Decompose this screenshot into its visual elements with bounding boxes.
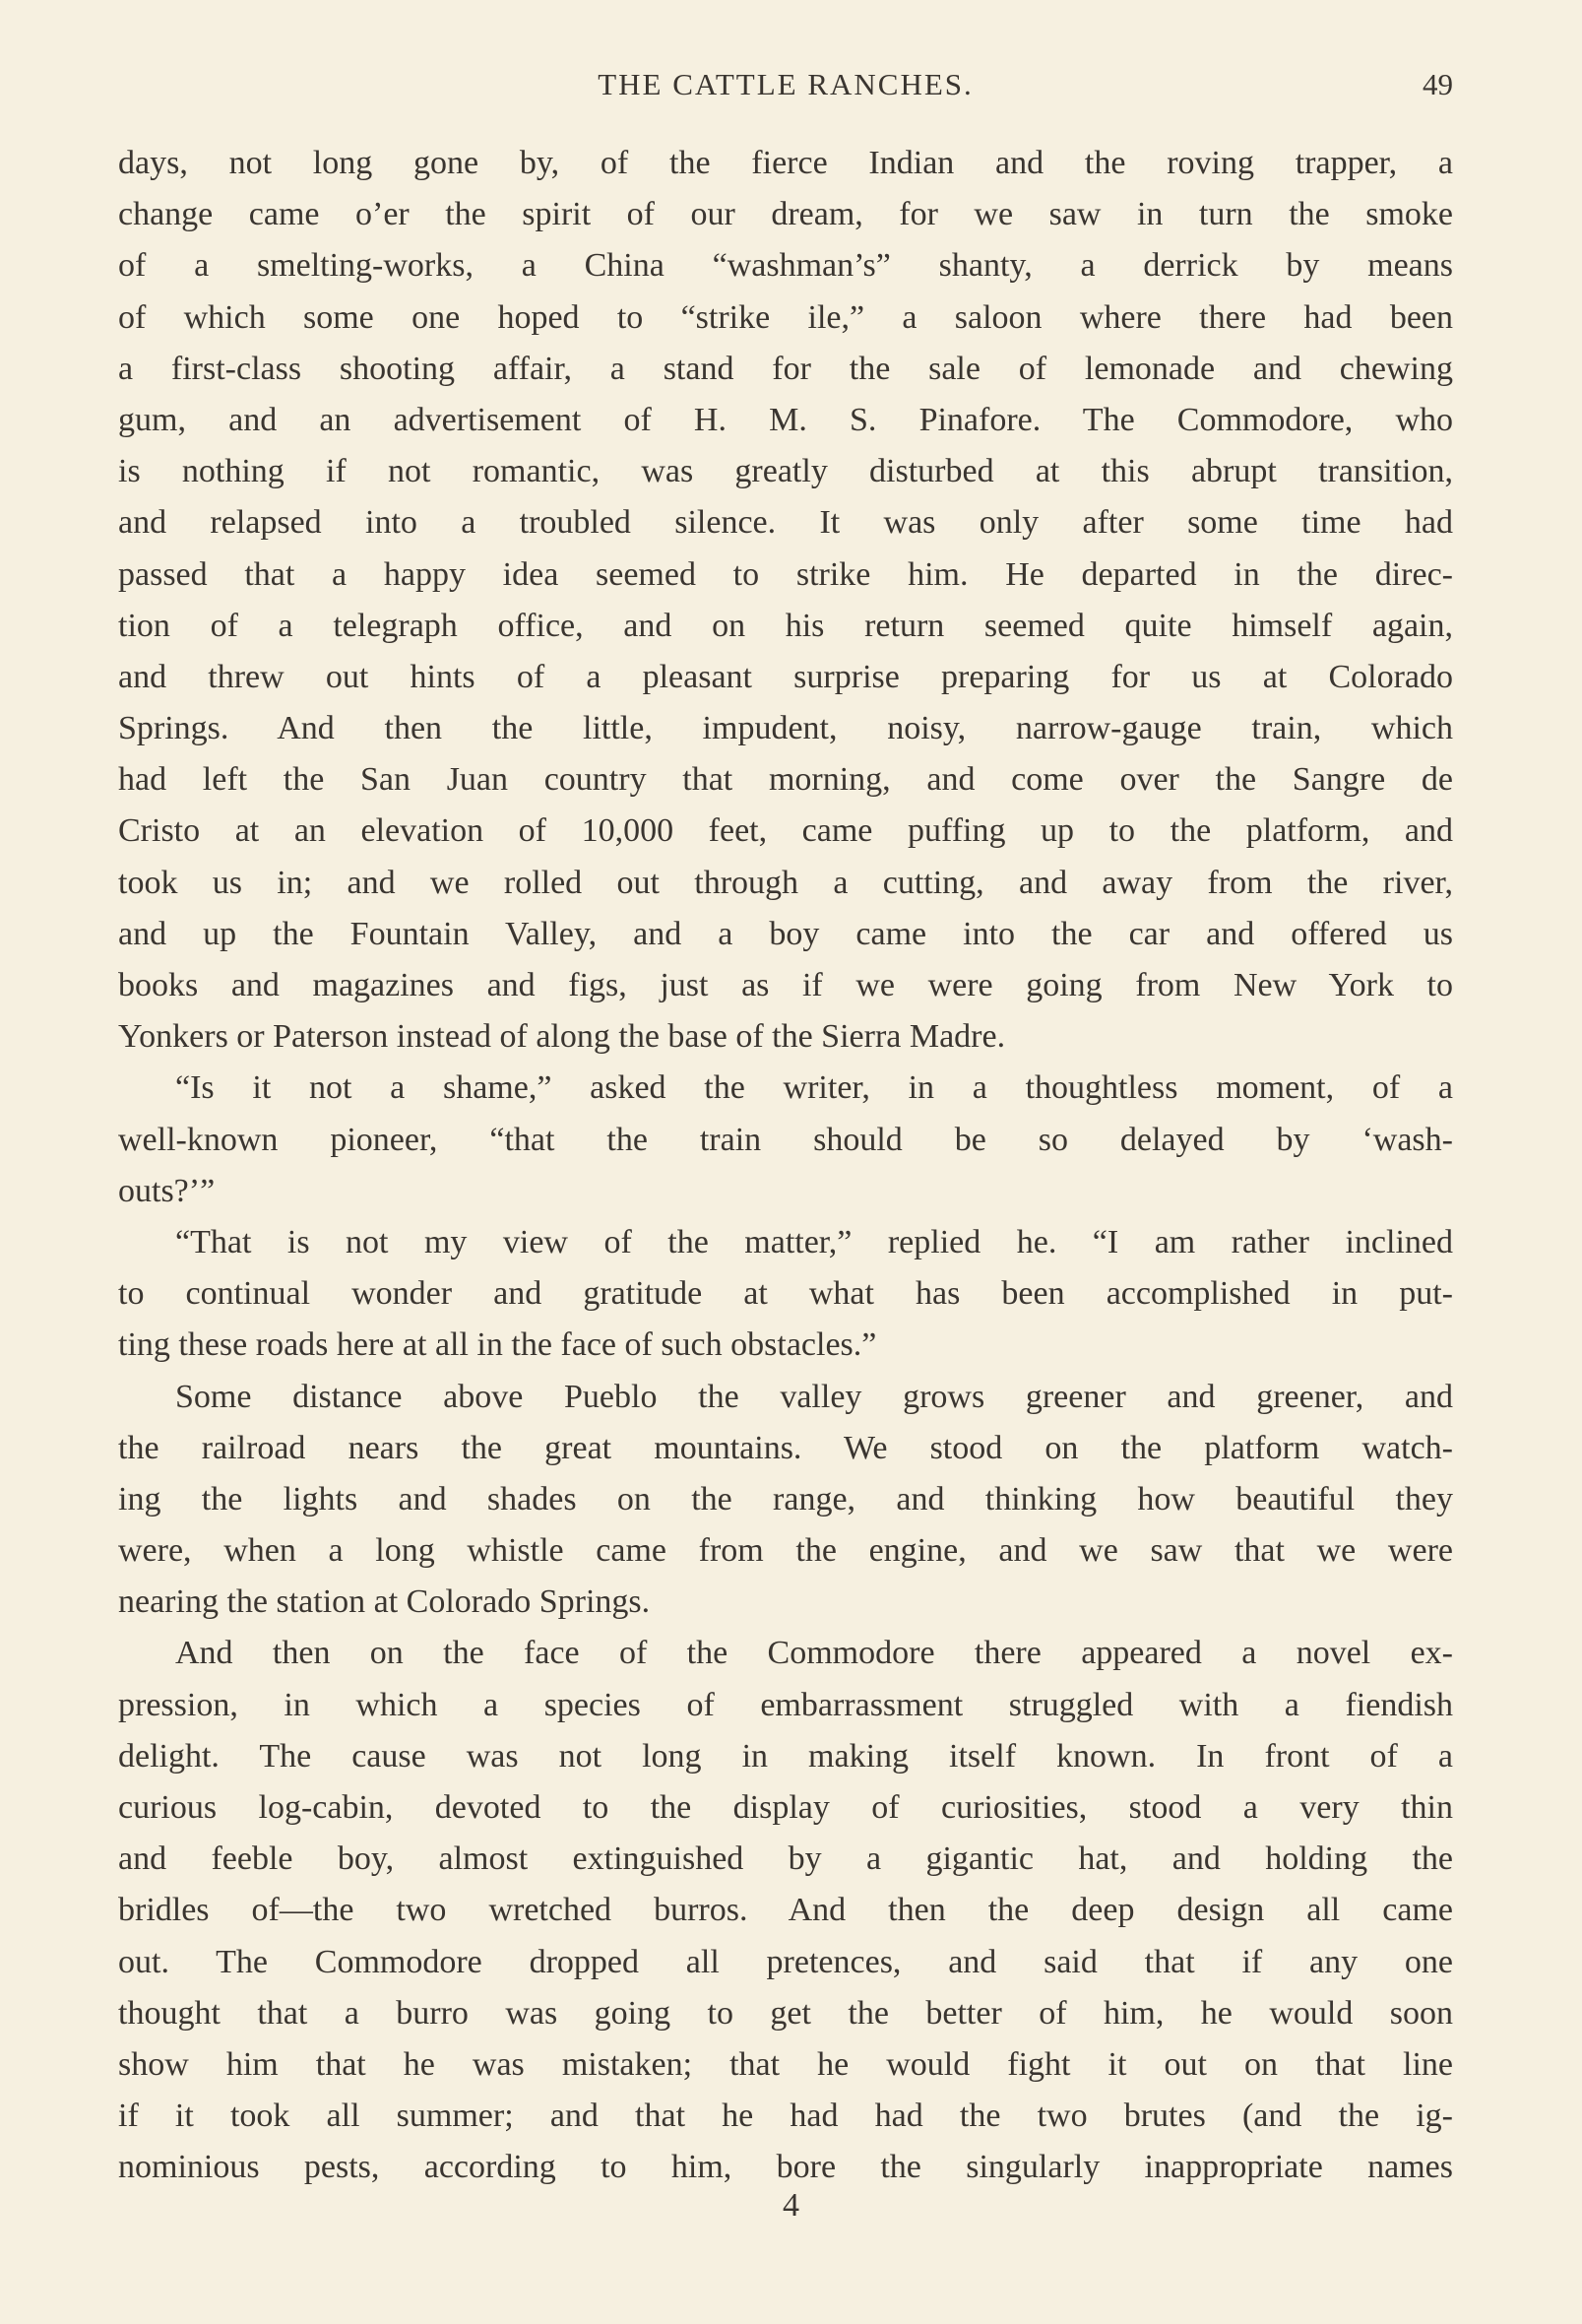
text-line: thought that a burro was going to get the better of him, he would soon <box>118 1994 1453 2032</box>
text-line: ting these roads here at all in the face of such obstacles.” <box>118 1326 877 1364</box>
text-line: nominious pests, according to him, bore the singularly inappropriate names <box>118 2149 1453 2186</box>
text-line: books and magazines and figs, just as if we were going from New York to <box>118 967 1453 1003</box>
text-line: the railroad nears the great mountains. We stood on the platform watch- <box>118 1429 1453 1466</box>
text-line: and threw out hints of a pleasant surprise preparing for us at Colorado <box>118 658 1453 695</box>
text-line: Yonkers or Paterson instead of along the base of the Sierra Madre. <box>118 1018 1006 1056</box>
text-line: curious log-cabin, devoted to the display of curiosities, stood a very thin <box>118 1789 1453 1826</box>
text-line: And then on the face of the Commodore there appeared a novel ex- <box>175 1635 1453 1672</box>
text-line: well-known pioneer, “that the train should be so delayed by ‘wash- <box>118 1121 1453 1158</box>
text-line: ing the lights and shades on the range, and thinking how beautiful they <box>118 1480 1453 1517</box>
text-line: to continual wonder and gratitude at what has been accomplished in put- <box>118 1275 1453 1313</box>
text-line: bridles of—the two wretched burros. And then the deep design all came <box>118 1892 1453 1929</box>
text-line: passed that a happy idea seemed to strike him. He departed in the direc- <box>118 555 1453 593</box>
text-line: Springs. And then the little, impudent, noisy, narrow-gauge train, which <box>118 710 1453 747</box>
text-line: took us in; and we rolled out through a cutting, and away from the river, <box>118 864 1453 901</box>
running-head <box>118 67 1453 106</box>
text-line: “That is not my view of the matter,” replied he. “I am rather inclined <box>175 1223 1453 1260</box>
signature-mark: 4 <box>783 2187 799 2224</box>
body-text <box>118 138 1453 2194</box>
text-line: show him that he was mistaken; that he would fight it out on that line <box>118 2045 1453 2083</box>
text-line: and feeble boy, almost extinguished by a gigantic hat, and holding the <box>118 1840 1453 1878</box>
text-line: and up the Fountain Valley, and a boy came into the car and offered us <box>118 915 1453 952</box>
page-number: 49 <box>1423 67 1453 101</box>
text-line: tion of a telegraph office, and on his return seemed quite himself again, <box>118 607 1453 644</box>
text-line: outs?’” <box>118 1172 216 1209</box>
text-line: delight. The cause was not long in making itself known. In front of a <box>118 1737 1453 1775</box>
text-line: “Is it not a shame,” asked the writer, in a thoughtless moment, of a <box>175 1069 1453 1107</box>
text-line: change came o’er the spirit of our dream, for we saw in turn the smoke <box>118 196 1453 233</box>
running-title: THE CATTLE RANCHES. <box>598 67 974 101</box>
text-line: of a smelting-works, a China “washman’s” shanty, a derrick by means <box>118 247 1453 285</box>
text-line: nearing the station at Colorado Springs. <box>118 1583 651 1621</box>
text-line: a first-class shooting affair, a stand for the sale of lemonade and chewing <box>118 350 1453 387</box>
text-line: is nothing if not romantic, was greatly disturbed at this abrupt transition, <box>118 453 1453 490</box>
text-line: were, when a long whistle came from the engine, and we saw that we were <box>118 1532 1453 1570</box>
text-line: gum, and an advertisement of H. M. S. Pinafore. The Commodore, who <box>118 401 1453 438</box>
text-line: Some distance above Pueblo the valley grows greener and greener, and <box>175 1378 1453 1415</box>
text-line: if it took all summer; and that he had had the two brutes (and the ig- <box>118 2098 1453 2135</box>
text-line: out. The Commodore dropped all pretences, and said that if any one <box>118 1943 1453 1980</box>
text-line: and relapsed into a troubled silence. It was only after some time had <box>118 504 1453 542</box>
text-line: Cristo at an elevation of 10,000 feet, came puffing up to the platform, and <box>118 812 1453 850</box>
text-line: days, not long gone by, of the fierce Indian and the roving trapper, a <box>118 145 1453 181</box>
text-line: of which some one hoped to “strike ile,” a saloon where there had been <box>118 298 1453 336</box>
text-line: pression, in which a species of embarrassment struggled with a fiendish <box>118 1686 1453 1723</box>
text-line: had left the San Juan country that morning, and come over the Sangre de <box>118 761 1453 799</box>
